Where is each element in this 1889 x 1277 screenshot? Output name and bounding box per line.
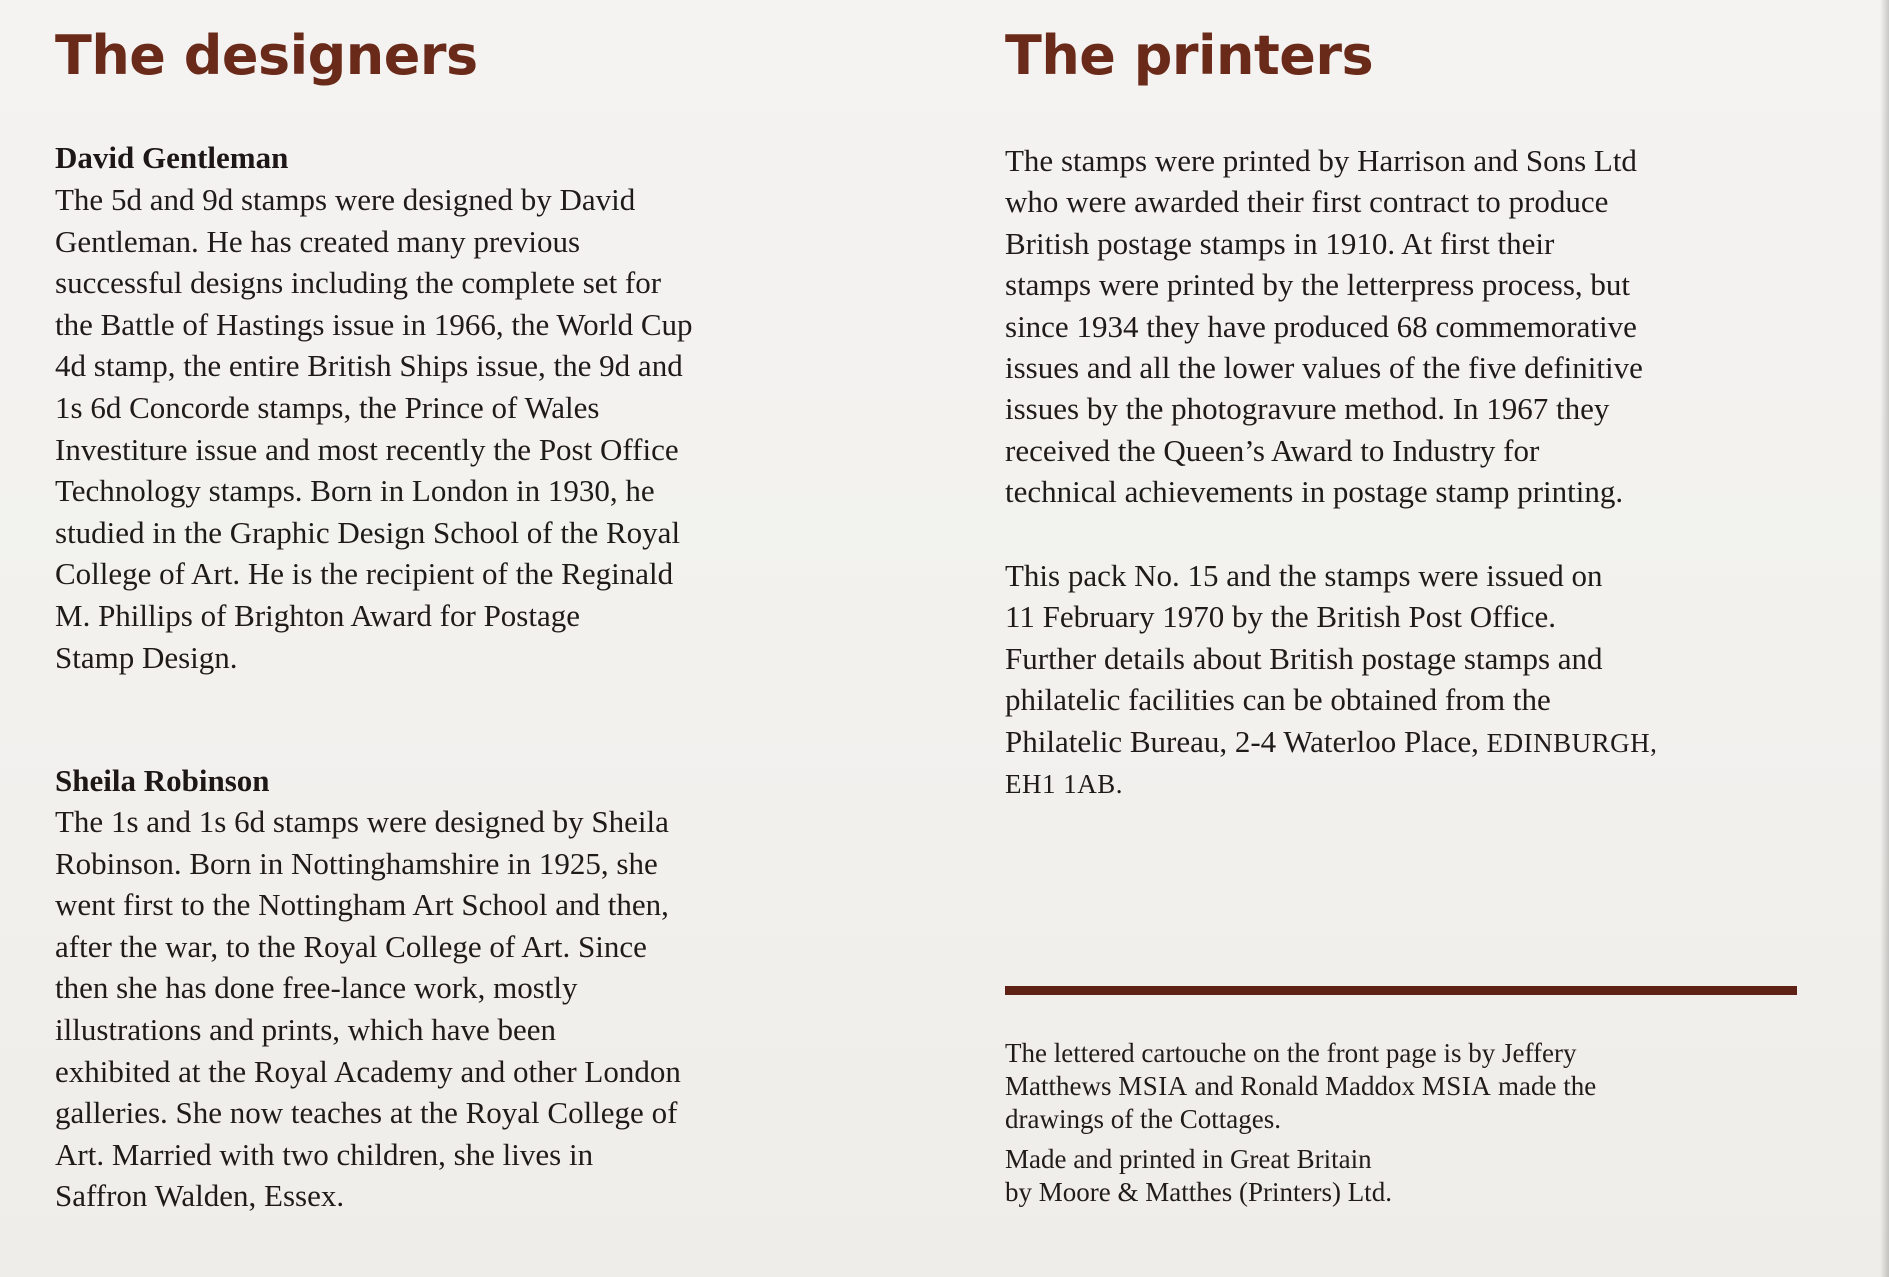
- credit-line: Made and printed in Great Britain: [1005, 1144, 1372, 1174]
- bio-line: galleries. She now teaches at the Royal College of: [55, 1095, 678, 1131]
- david-gentleman-bio: [55, 179, 693, 678]
- printers-heading: The printers: [1005, 24, 1374, 87]
- page-edge-shadow: [1880, 0, 1889, 1277]
- bio-line: Saffron Walden, Essex.: [55, 1178, 345, 1214]
- david-gentleman-name: David Gentleman: [55, 140, 289, 175]
- bio-line: Technology stamps. Born in London in 1930, he: [55, 473, 655, 509]
- paragraph-line: The stamps were printed by Harrison and Sons Ltd: [1005, 143, 1637, 178]
- printers-paragraph: [1005, 140, 1643, 513]
- bio-line: after the war, to the Royal College of Art. Since: [55, 928, 647, 964]
- bio-line: exhibited at the Royal Academy and other London: [55, 1053, 681, 1089]
- bio-line: M. Phillips of Brighton Award for Postage: [55, 597, 581, 633]
- bio-line: then she has done free-lance work, mostly: [55, 970, 578, 1006]
- bio-line: College of Art. He is the recipient of the Reginald: [55, 556, 674, 592]
- bio-line: illustrations and prints, which have been: [55, 1011, 557, 1047]
- paragraph-line: This pack No. 15 and the stamps were issued on: [1005, 558, 1603, 593]
- paragraph-line: philatelic facilities can be obtained from the: [1005, 682, 1551, 718]
- bio-line: Art. Married with two children, she lives in: [55, 1136, 594, 1172]
- paragraph-line: Further details about British postage stamps and: [1005, 640, 1603, 676]
- bio-line: went first to the Nottingham Art School and then,: [55, 887, 669, 923]
- paragraph-line: stamps were printed by the letterpress process, but: [1005, 267, 1630, 303]
- bio-line: studied in the Graphic Design School of the Royal: [55, 514, 681, 550]
- bio-line: The 5d and 9d stamps were designed by David: [55, 182, 636, 217]
- bio-line: Gentleman. He has created many previous: [55, 223, 581, 259]
- bio-line: Stamp Design.: [55, 639, 238, 675]
- sheila-robinson-name: Sheila Robinson: [55, 763, 270, 798]
- credit-line: The lettered cartouche on the front page is by Jeffery: [1005, 1038, 1577, 1068]
- bureau-city: EDINBURGH,: [1486, 727, 1658, 758]
- paragraph-line: British postage stamps in 1910. At first their: [1005, 225, 1555, 261]
- david-gentleman-section: [55, 137, 693, 678]
- divider-rule: [1005, 986, 1797, 995]
- credit-line: [1005, 1070, 1596, 1103]
- bio-line: the Battle of Hastings issue in 1966, the World Cup: [55, 306, 693, 342]
- paragraph-line: issues by the photogravure method. In 1967 they: [1005, 391, 1610, 427]
- bio-line: Investiture issue and most recently the Post Office: [55, 431, 679, 467]
- credit-line: by Moore & Matthes (Printers) Ltd.: [1005, 1177, 1392, 1207]
- credit-text: and Ronald Maddox: [1187, 1071, 1422, 1101]
- msia-badge: MSIA: [1118, 1071, 1188, 1101]
- paragraph-line: who were awarded their first contract to produce: [1005, 184, 1609, 220]
- msia-badge: MSIA: [1421, 1071, 1492, 1101]
- bureau-postcode: EH1 1AB.: [1005, 769, 1123, 800]
- paragraph-line: issues and all the lower values of the five definitive: [1005, 350, 1643, 386]
- bureau-address-line: [1005, 721, 1657, 764]
- designers-heading: The designers: [55, 24, 478, 87]
- paragraph-line: 11 February 1970 by the British Post Office.: [1005, 599, 1557, 635]
- paragraph-line: received the Queen’s Award to Industry for: [1005, 432, 1540, 468]
- bio-line: The 1s and 1s 6d stamps were designed by Sheila: [55, 804, 669, 839]
- bureau-address: Philatelic Bureau, 2-4 Waterloo Place,: [1005, 723, 1487, 759]
- bio-line: 4d stamp, the entire British Ships issue, the 9d and: [55, 348, 683, 384]
- bio-line: 1s 6d Concorde stamps, the Prince of Wales: [55, 389, 600, 425]
- issue-details-paragraph: [1005, 555, 1657, 805]
- cartouche-credit: [1005, 1037, 1596, 1136]
- credit-line: drawings of the Cottages.: [1005, 1104, 1281, 1134]
- credit-text: Matthews: [1005, 1071, 1119, 1101]
- bio-line: Robinson. Born in Nottinghamshire in 1925, she: [55, 845, 658, 881]
- sheila-robinson-section: [55, 760, 681, 1217]
- paragraph-line: technical achievements in postage stamp printing.: [1005, 474, 1624, 510]
- paragraph-line: since 1934 they have produced 68 commemorative: [1005, 308, 1637, 344]
- sheila-robinson-bio: [55, 801, 681, 1217]
- credit-text: made the: [1491, 1071, 1597, 1101]
- printer-credit: [1005, 1143, 1392, 1209]
- bio-line: successful designs including the complete set for: [55, 265, 662, 301]
